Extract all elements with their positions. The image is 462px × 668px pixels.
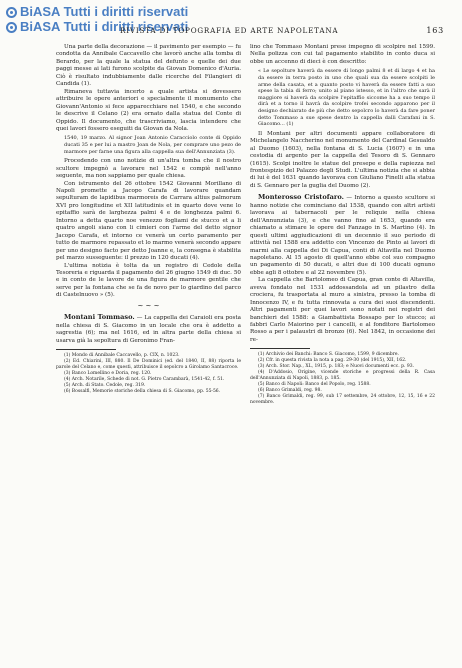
paragraph — [250, 194, 435, 277]
watermark-line-1 — [6, 4, 188, 19]
watermark-text-1: BiASA Tutti i diritti riservati — [20, 4, 189, 19]
document-quote: « Le sepolture haverà da essere di longo palmi 8 et di largo 4 et ha da essere in terra posto in uno che quali sua da essere scolpiti le arme della casata, et a quanto posto vi haverà da essere fatti a suo spese la tabia di ferro; unito al piano istesso, et in l'altro che sarà il maggiore si haverà da scolpire l'epitaffio siccome ha a suo tempo il dirà et a torno il havrà da scolpire trofei secondo apparono per il designo dechiarato de più che detto sepolcro lo haverà da fare poner detto Tommaso a sue spese dentro la cappella dalli Carafani in S. Giacomo... (1) — [258, 68, 435, 128]
section-title: Monterosso Cristofaro. — [258, 193, 344, 202]
left-column — [56, 44, 241, 394]
watermark-text-2: BiASA Tutti i diritti riservati — [20, 19, 189, 34]
footnote: (1) Archivio dei Banchi: Banco S. Giacomo, 1599, 9 dicembre. — [258, 352, 399, 358]
footnote: (3) Banco Lomellino e Doria, reg. 120. — [64, 370, 152, 376]
section-title: Montani Tommaso. — [64, 313, 135, 322]
footnote: (3) Arch. Stor. Nap., XL, 1915, p. 183; e Nuovi documenti ecc. p. 93. — [258, 364, 415, 370]
footnote: (5) Banco di Napoli: Banco del Popolo, reg. 1588. — [258, 381, 371, 387]
footnote-rule — [56, 349, 116, 350]
page-header — [0, 24, 462, 38]
running-title: RIVISTA DI TOPOGRAFIA ED ARTE NAPOLETANA — [120, 26, 339, 35]
library-logo-icon — [6, 7, 17, 18]
section-ornament: ~ ~ ~ — [137, 301, 160, 310]
footnote: (5) Arch. di Stato. Cedole, reg. 319. — [64, 382, 146, 388]
paragraph: Con istrumento del 26 ottobre 1542 Giovanni Morillano di Napoli promette a Jacopo Carafa di lavorare quandam sepulturam de lapidibus marmoreis de Carrara altius palmorum XVI pro longitudine et XII latitudinis et in quarto dove vene lo epitaffio sarà de larghezza palmi 4 e de longhezza palmi 6. Intorno a detta quarto noe venezzo fogliami de stucco et a li quatro angoli siano con li cimieri con l'arme del detto signor Jacopo Carafa, et intorno ce venerà un certo paramento per tutto de marmore repassato et lo marmo venerà secondo appare per uno designo facto per detto Joanne e, la consegna è stabilita pel marzo susseguente: il prezzo in 120 ducati (4). — [56, 180, 241, 262]
page-number: 163 — [426, 26, 444, 35]
paragraph: L'ultima notizia è tolta da un registro di Cedole della Tesoreria e riguarda il pagamento del 26 giugno 1549 di duc. 50 e in conto de le lavore de una figura de marmore gentile che serve per la fontana che se fa de novo per lo giardino del parco di Castelnuovo » (5). — [56, 262, 241, 299]
section-text: — La cappella dei Caraioli era posta nella chiesa di S. Giacomo in un locale che ora è addetto a sagrestia (6); ma nel 1616, ed in altra parte della chiesa si usarva già la sepoltura di Geronimo Fran- — [56, 315, 242, 344]
paragraph: Rimaneva tuttavia incerto a quale artista si dovessero attribuire le opere anteriori e specialmente il monumento che Giovann'Antonio si fece apparecchiare nel 1540, e che secondo le descrive il Celano (2) era ornato dalla statua del Conte di Oppido. Il documento, che trascriviamo, lascia intendere che quei lavori fossero eseguiti da Giovan da Nola. — [56, 88, 241, 132]
footnote: (7) Banco Grimaldi, reg. 99, sub 17 settembre, 24 ottobre, 12, 15, 16 e 22 novembre. — [250, 393, 435, 405]
footnote: (1) Mondo di Annibale Caccavello, p. CIX, n. 1023. — [64, 353, 180, 359]
footnote: (2) Ed. Chiarini, III, 880. Il De Dominici (ed. del 1840, II, 88) riporta le parole del Celano e, come questi, attribuisce il sepolcro a Girolamo Santacroce. — [56, 359, 241, 370]
footnote: (2) Cfr. in questa rivista la nota a pag. 29-30 (del 1915), XII, 162. — [258, 358, 407, 364]
footnote: (4) D'Addosio, Origine, vicende storiche e progressi della R. Casa dell'Annunziata di Napoli, 1883, p. 185. — [250, 370, 435, 382]
footnote: (6) Banco Grimaldi, reg. 98. — [258, 387, 322, 393]
paragraph: Una parte della decorazione — il pavimento per esempio — fu condotta da Annibale Caccavello che lavorò anche alla tomba di Berardo, per la quale la statua del defunto e quelle dei due paggi messe ai lati furono scolpite da Giovan Domenico d'Auria. Ciò è risultato indubbiamente dalle ricerche del Filangieri di Candida (1). — [56, 44, 241, 88]
footnote: (4) Arch. Notarile, Schede di not. G. Pietro Carambarà, 1541-42, f. 51. — [64, 376, 225, 382]
right-column — [250, 44, 435, 406]
document-quote: 1540, 19 marzo. Al signor Joan Antonio Caracciolo conte di Oppido ducati 35 e per lui a mastro Joan de Nola, per comprare uno pezo de marmore per farne una figura alla cappella sua dell'Annunziata (3). — [64, 135, 241, 155]
paragraph: lino che Tommaso Montani prese impegno di scolpire nel 1599. Nella polizza con cui tal pagamento stabilito in conto duca si obbe un accenno di dieci è con descritto: — [250, 44, 435, 65]
footnote: (6) Bossalfi, Memorie storiche della chiesa di S. Giacomo, pp. 55-56. — [64, 388, 221, 394]
footnote-rule — [250, 348, 310, 349]
paragraph: Il Montani per altri documenti appare collaboratore di Michelangelo Naccherino nel monumento del Cardinal Gesualdo al Duomo (1603), nella fontana di S. Lucia (1607) e in una cestodia di argento per la cappella del Tesoro di S. Gennaro (1615). Scolpi inoltre le statue del presepe e della rapiezza nel frontespizio del Palazzo degli Studi. L'ultima notizia che si abbia di lui è del 1631 quando lavorava con Giuliano Finelli alla statua di S. Gennaro per la guglia del Duomo (2). — [250, 130, 435, 189]
paragraph: La cappella che Bartolomeo di Capua, gran conte di Altavilla, aveva fondato nel 1531 addossandola ad un pilastro della crociera, fu trasportata al muro a sinistra, presso la tomba di Innocenzo IV, e fu tutta rinnovata a cura dei suoi discendenti. Altri pagamenti per quei lavori sono notati nei registri dei banchieri del 1588: a Giambattista Bossapo per lo stucco; ai fabbri Carlo Maiorino per i cancelli, e al fonditore Bartolomeo Rosso a per i palaustri di bronzo (6). Nel 1842, in occasione dei re- — [250, 277, 435, 343]
section-text: — Intorno a questo scultore si hanno notizie che cominciano dal 1538, quando con altri artisti lavorava ai tabernacoli per le reliquie nella chiesa dell'Annunziata (3), e che vanno fino al 1653, quando era chiamato a stimare le opere del Fanzago in S. Martino (4). In questi ultimi aggiudicazioni di un decennio il suo periodo di attività nel 1588 era addetto con Vincenzo de Pinto ai lavori di marmi alla cappella dei Di Capua, conti di Altavilla nel Duomo napoletano. Al 15 agosto di quell'anno ebbe col suo compagno un pagamento di 50 ducati, e altri due di 100 ducati ognuno ebbe agli 8 ottobre e al 22 novembre (5). — [250, 195, 436, 276]
paragraph — [56, 314, 241, 345]
paragraph: Procedendo con uno notizie di un'altra tomba che il nostro scultore impegnò a lavorare nel 1542 e compiè nell'anno seguente, ma non sappiamo per quale chiesa. — [56, 158, 241, 180]
